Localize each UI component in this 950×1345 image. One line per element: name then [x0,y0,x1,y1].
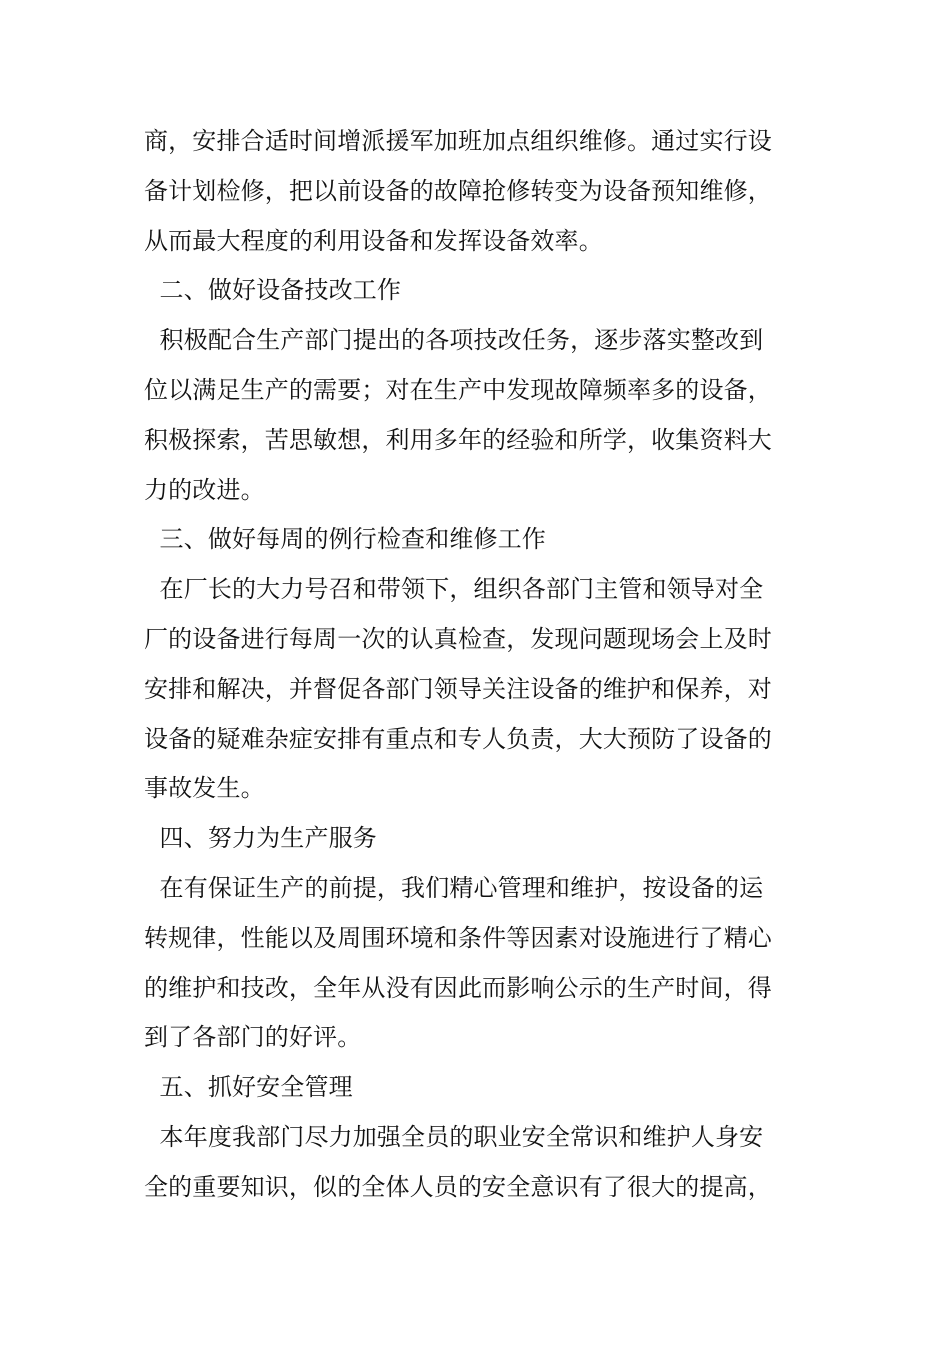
document-body [144,117,772,1213]
paragraph-line: 力的改进。 [144,475,265,504]
paragraph-line: 的维护和技改，全年从没有因此而影响公示的生产时间，得 [144,973,772,1002]
paragraph-line: 备计划检修，把以前设备的故障抢修转变为设备预知维修， [144,176,772,205]
paragraph-line: 在有保证生产的前提，我们精心管理和维护，按设备的运 [144,873,764,902]
paragraph-line: 在厂长的大力号召和带领下，组织各部门主管和领导对全 [144,575,764,604]
paragraph-line: 本年度我部门尽力加强全员的职业安全常识和维护人身安 [144,1122,764,1151]
paragraph-line: 从而最大程度的利用设备和发挥设备效率。 [144,226,603,255]
paragraph-line: 设备的疑难杂症安排有重点和专人负责，大大预防了设备的 [144,724,772,753]
paragraph-line: 事故发生。 [144,774,265,803]
paragraph-line: 转规律，性能以及周围环境和条件等因素对设施进行了精心 [144,923,772,952]
section-heading: 二、做好设备技改工作 [144,276,402,305]
paragraph-line: 厂的设备进行每周一次的认真检查，发现问题现场会上及时 [144,624,772,653]
paragraph-line: 商，安排合适时间增派援军加班加点组织维修。通过实行设 [144,127,772,155]
section-heading: 四、努力为生产服务 [144,824,377,853]
paragraph-line: 积极配合生产部门提出的各项技改任务，逐步落实整改到 [144,326,764,355]
paragraph-line: 积极探索，苦思敏想，利用多年的经验和所学，收集资料大 [144,425,772,454]
section-heading: 五、抓好安全管理 [144,1073,353,1102]
paragraph-line: 安排和解决，并督促各部门领导关注设备的维护和保养，对 [144,674,772,703]
paragraph-line: 位以满足生产的需要；对在生产中发现故障频率多的设备， [144,375,772,404]
paragraph-line: 到了各部门的好评。 [144,1023,362,1052]
section-heading: 三、做好每周的例行检查和维修工作 [144,525,546,554]
paragraph-line: 全的重要知识，似的全体人员的安全意识有了很大的提高， [144,1172,772,1201]
